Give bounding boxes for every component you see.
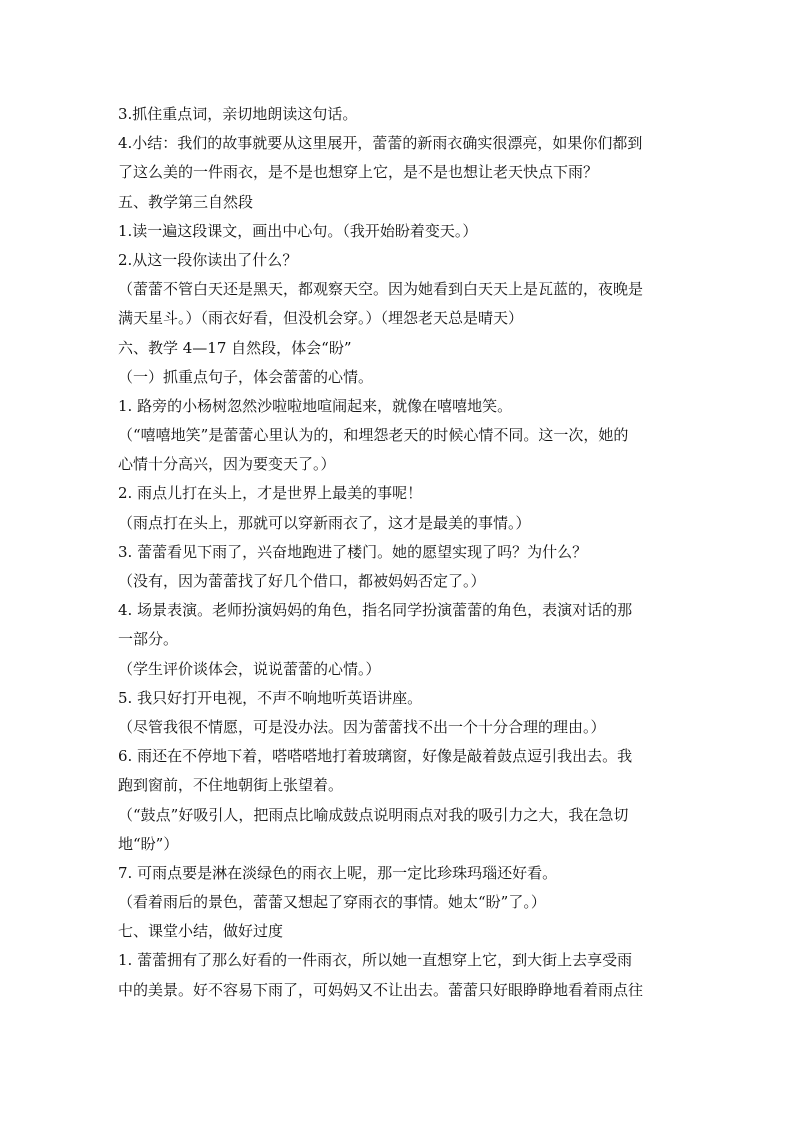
text-line: 跑到窗前，不住地朝街上张望着。 (118, 776, 344, 795)
subsection-heading: （一）抓重点句子，体会蕾蕾的心情。 (118, 367, 374, 386)
text-line: 4. 场景表演。老师扮演妈妈的角色，指名同学扮演蕾蕾的角色，表演对话的那 (118, 601, 633, 620)
text-line: 心情十分高兴，因为要变天了。） (118, 455, 336, 474)
text-line: 地“盼”） (118, 834, 179, 853)
text-line: 1.读一遍这段课文，画出中心句。（我开始盼着变天。） (118, 221, 478, 240)
text-line: 7. 可雨点要是淋在淡绿色的雨衣上呢，那一定比珍珠玛瑙还好看。 (118, 863, 558, 882)
text-line: （尽管我很不情愿，可是没办法。因为蕾蕾找不出一个十分合理的理由。） (118, 717, 606, 736)
text-line: 5. 我只好打开电视，不声不响地听英语讲座。 (118, 688, 423, 707)
text-line: 4.小结：我们的故事就要从这里展开，蕾蕾的新雨衣确实很漂亮，如果你们都到 (118, 134, 643, 153)
text-line: 3.抓住重点词，亲切地朗读这句话。 (118, 105, 358, 123)
text-line: （蕾蕾不管白天还是黑天，都观察天空。因为她看到白天天上是瓦蓝的，夜晚是 (118, 280, 644, 299)
text-line: （没有，因为蕾蕾找了好几个借口，都被妈妈否定了。） (118, 572, 486, 590)
text-line: 1. 路旁的小杨树忽然沙啦啦地喧闹起来，就像在嘻嘻地笑。 (118, 396, 513, 415)
text-line: （看着雨后的景色，蕾蕾又想起了穿雨衣的事情。她太“盼”了。） (118, 893, 546, 912)
text-line: （“鼓点”好吸引人，把雨点比喻成鼓点说明雨点对我的吸引力之大，我在急切 (118, 805, 629, 824)
text-line: 了这么美的一件雨衣，是不是也想穿上它，是不是也想让老天快点下雨？ (118, 163, 599, 182)
text-line: 1. 蕾蕾拥有了那么好看的一件雨衣，所以她一直想穿上它，到大街上去享受雨 (118, 951, 633, 970)
section-heading: 六、教学 4—17 自然段，体会“盼” (118, 338, 352, 357)
text-line: 2. 雨点儿打在头上，才是世界上最美的事呢！ (118, 484, 423, 503)
text-line: 6. 雨还在不停地下着，嗒嗒嗒地打着玻璃窗，好像是敲着鼓点逗引我出去。我 (118, 747, 633, 766)
text-line: 一部分。 (118, 630, 179, 649)
text-line: 满天星斗。）（雨衣好看，但没机会穿。）（埋怨老天总是晴天） (118, 309, 524, 328)
section-heading: 五、教学第三自然段 (118, 192, 254, 211)
text-line: 2.从这一段你读出了什么？ (118, 250, 298, 269)
text-line: 中的美景。好不容易下雨了，可妈妈又不让出去。蕾蕾只好眼睁睁地看着雨点往 (118, 980, 644, 999)
text-line: （雨点打在头上，那就可以穿新雨衣了，这才是最美的事情。） (118, 513, 531, 532)
section-heading: 七、课堂小结，做好过度 (118, 922, 284, 941)
text-line: （学生评价谈体会，说说蕾蕾的心情。） (118, 659, 381, 678)
text-line: 3. 蕾蕾看见下雨了，兴奋地跑进了楼门。她的愿望实现了吗？为什么？ (118, 542, 588, 561)
document-body (118, 100, 678, 1005)
text-line: （“嘻嘻地笑”是蕾蕾心里认为的，和埋怨老天的时候心情不同。这一次，她的 (118, 426, 629, 445)
